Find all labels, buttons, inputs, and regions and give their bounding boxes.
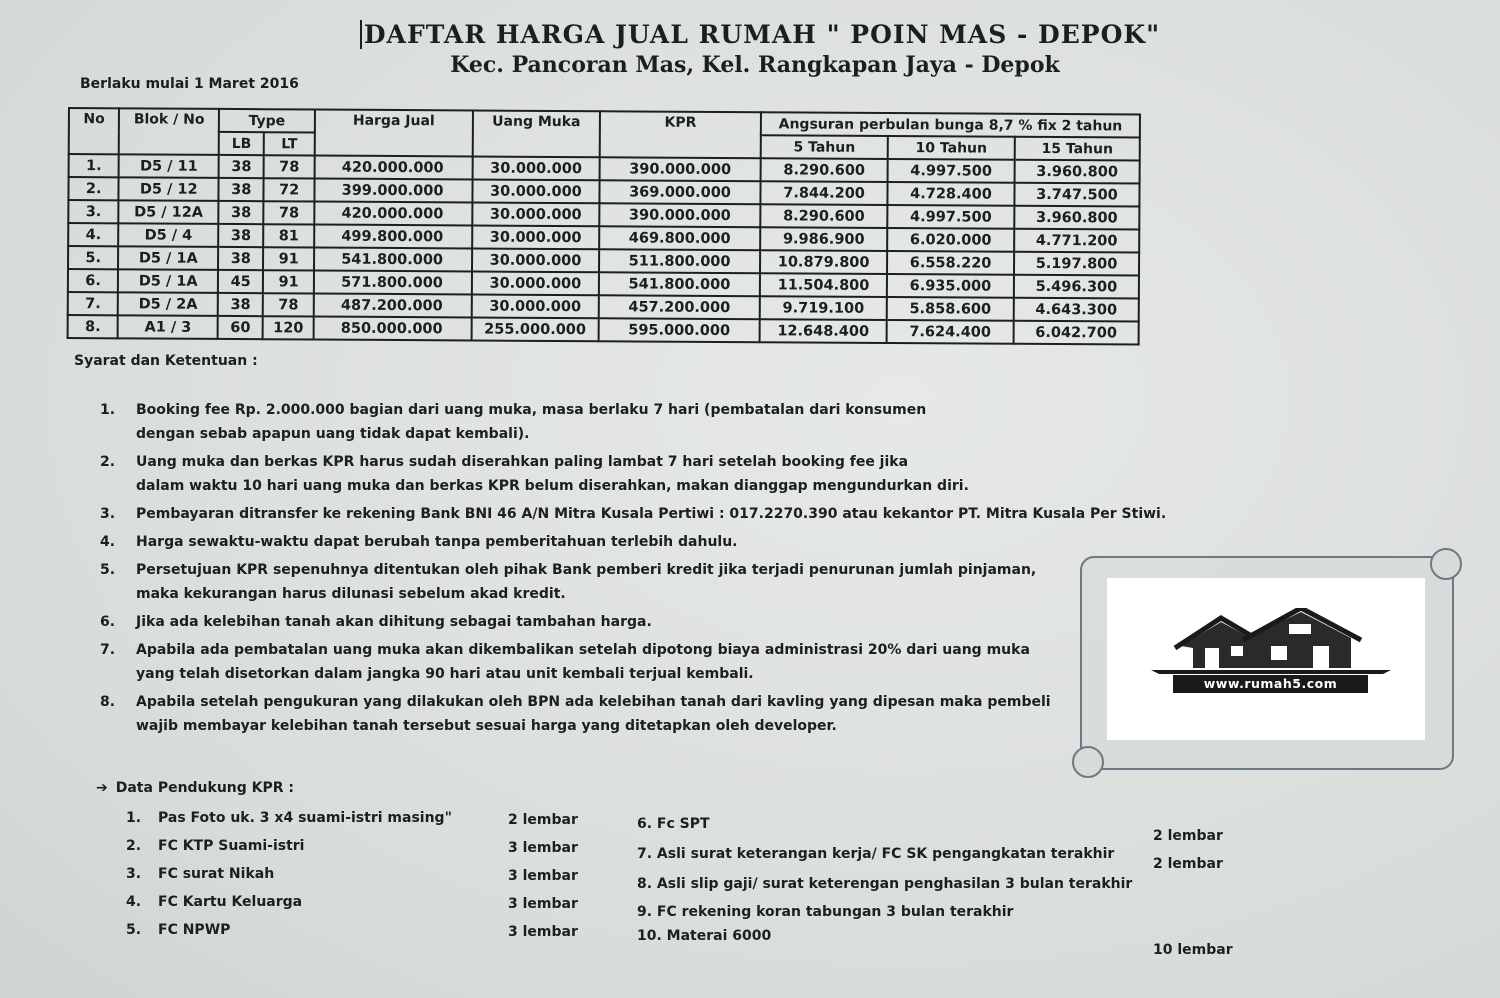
cell-lb: 38: [219, 178, 264, 201]
price-table: [67, 107, 1141, 346]
term-text: Jika ada kelebihan tanah akan dihitung sebagai tambahan harga.: [136, 614, 652, 630]
header-type: Type: [219, 109, 315, 133]
scroll-curl-icon: [1430, 548, 1462, 580]
cell-15-tahun: 4.771.200: [1014, 229, 1139, 253]
pendukung-number: 5.: [126, 922, 142, 938]
cell-10-tahun: 6.020.000: [887, 228, 1014, 252]
pendukung-qty: 3 lembar: [508, 868, 578, 884]
cell-kpr: 511.800.000: [599, 249, 760, 273]
pendukung-label: Pas Foto uk. 3 x4 suami-istri masing": [158, 810, 452, 826]
cell-10-tahun: 6.935.000: [887, 274, 1014, 298]
cell-uang-muka: 30.000.000: [472, 225, 599, 249]
cell-kpr: 390.000.000: [599, 157, 760, 181]
cell-uang-muka: 30.000.000: [472, 294, 599, 318]
cell-lt: 78: [263, 293, 314, 316]
cell-no: 7.: [68, 292, 119, 315]
cell-uang-muka: 30.000.000: [472, 202, 599, 226]
cell-blok: D5 / 12: [119, 177, 219, 201]
term-text: Pembayaran ditransfer ke rekening Bank BNI 46 A/N Mitra Kusala Pertiwi : 017.2270.390 atau kekantor PT. Mitra Kusala Per Stiwi.: [136, 506, 1167, 522]
pendukung-label: FC surat Nikah: [158, 866, 275, 882]
term-text-cont: wajib membayar kelebihan tanah tersebut sesuai harga yang ditetapkan oleh developer.: [136, 718, 837, 734]
term-item: [100, 502, 1180, 526]
term-number: 7.: [100, 642, 116, 658]
pendukung-number: 4.: [126, 894, 142, 910]
pendukung-title: ➔ Data Pendukung KPR :: [96, 780, 295, 796]
cell-15-tahun: 3.960.800: [1015, 160, 1140, 184]
cell-5-tahun: 8.290.600: [761, 158, 888, 182]
pendukung-number: 1.: [126, 810, 142, 826]
cell-lt: 91: [263, 270, 314, 293]
cell-harga: 499.800.000: [314, 225, 472, 249]
term-item: [100, 638, 1180, 686]
cell-harga: 420.000.000: [314, 202, 472, 226]
cell-blok: D5 / 2A: [118, 292, 218, 316]
term-number: 6.: [100, 614, 116, 630]
terms-list: [100, 398, 1180, 742]
header-kpr: KPR: [600, 111, 761, 158]
cell-no: 6.: [68, 269, 119, 292]
cell-10-tahun: 4.728.400: [887, 182, 1014, 206]
term-item: [100, 530, 1180, 554]
cell-lt: 78: [264, 155, 315, 178]
header-10-tahun: 10 Tahun: [888, 136, 1015, 160]
cell-kpr: 457.200.000: [599, 295, 760, 319]
header-no: No: [69, 108, 120, 154]
term-text-cont: maka kekurangan harus dilunasi sebelum akad kredit.: [136, 586, 566, 602]
term-text-cont: dengan sebab apapun uang tidak dapat kembali).: [136, 426, 530, 442]
cell-uang-muka: 30.000.000: [472, 179, 599, 203]
cell-kpr: 390.000.000: [599, 203, 760, 227]
pendukung-label: 6. Fc SPT: [637, 816, 710, 832]
cell-5-tahun: 11.504.800: [760, 273, 887, 297]
cell-5-tahun: 10.879.800: [760, 250, 887, 274]
term-item: [100, 450, 1180, 498]
cell-5-tahun: 9.986.900: [760, 227, 887, 251]
cell-blok: D5 / 1A: [118, 246, 218, 270]
pendukung-qty: 10 lembar: [1153, 942, 1233, 958]
term-item: [100, 398, 1180, 446]
cell-lt: 120: [263, 316, 314, 339]
cell-lb: 38: [218, 247, 263, 270]
cell-15-tahun: 3.960.800: [1014, 206, 1139, 230]
term-item: [100, 558, 1180, 606]
term-text: Uang muka dan berkas KPR harus sudah diserahkan paling lambat 7 hari setelah booking fee jika: [136, 454, 909, 470]
term-item: [100, 690, 1180, 738]
cell-blok: D5 / 4: [119, 223, 219, 247]
term-text: Booking fee Rp. 2.000.000 bagian dari uang muka, masa berlaku 7 hari (pembatalan dari konsumen: [136, 402, 927, 418]
house-logo-icon: [1151, 608, 1391, 678]
cell-uang-muka: 255.000.000: [472, 317, 599, 341]
cell-5-tahun: 7.844.200: [761, 181, 888, 205]
cell-no: 4.: [68, 223, 119, 246]
cell-15-tahun: 4.643.300: [1014, 298, 1139, 322]
cell-10-tahun: 7.624.400: [887, 320, 1014, 344]
header-angsuran: Angsuran perbulan bunga 8,7 % fix 2 tahun: [761, 112, 1140, 137]
cell-no: 8.: [68, 315, 119, 338]
cell-15-tahun: 5.496.300: [1014, 275, 1139, 299]
cell-10-tahun: 4.997.500: [888, 159, 1015, 183]
cell-15-tahun: 5.197.800: [1014, 252, 1139, 276]
syarat-title: Syarat dan Ketentuan :: [74, 353, 258, 369]
cell-kpr: 469.800.000: [599, 226, 760, 250]
header-lb: LB: [219, 132, 264, 155]
cell-uang-muka: 30.000.000: [472, 248, 599, 272]
logo-url: www.rumah5.com: [1173, 675, 1368, 693]
effective-date: Berlaku mulai 1 Maret 2016: [80, 76, 299, 92]
cell-10-tahun: 6.558.220: [887, 251, 1014, 275]
pendukung-label: FC KTP Suami-istri: [158, 838, 305, 854]
term-number: 8.: [100, 694, 116, 710]
cell-lt: 78: [264, 201, 315, 224]
cell-blok: D5 / 12A: [119, 200, 219, 224]
cell-harga: 420.000.000: [314, 156, 472, 180]
cell-lb: 38: [218, 224, 263, 247]
cell-kpr: 369.000.000: [599, 180, 760, 204]
document-subtitle: Kec. Pancoran Mas, Kel. Rangkapan Jaya - Depok: [450, 52, 1060, 78]
cell-lt: 81: [264, 224, 315, 247]
scroll-curl-icon: [1072, 746, 1104, 778]
pendukung-qty: 3 lembar: [508, 840, 578, 856]
cell-uang-muka: 30.000.000: [472, 271, 599, 295]
header-blok: Blok / No: [119, 108, 219, 155]
pendukung-label: 7. Asli surat keterangan kerja/ FC SK pengangkatan terakhir: [637, 846, 1115, 862]
cell-kpr: 541.800.000: [599, 272, 760, 296]
header-lt: LT: [264, 132, 315, 155]
pendukung-label: FC NPWP: [158, 922, 231, 938]
cell-blok: D5 / 1A: [118, 269, 218, 293]
cell-10-tahun: 4.997.500: [887, 205, 1014, 229]
cell-lt: 72: [264, 178, 315, 201]
cell-lb: 38: [219, 155, 264, 178]
term-text: Persetujuan KPR sepenuhnya ditentukan oleh pihak Bank pemberi kredit jika terjadi penurunan jumlah pinjaman,: [136, 562, 1037, 578]
cell-5-tahun: 8.290.600: [760, 204, 887, 228]
cell-10-tahun: 5.858.600: [887, 297, 1014, 321]
cell-lb: 38: [218, 201, 263, 224]
term-item: [100, 610, 1180, 634]
pendukung-qty: 2 lembar: [1153, 856, 1223, 872]
cell-harga: 399.000.000: [314, 179, 472, 203]
term-number: 2.: [100, 454, 116, 470]
pendukung-label: 10. Materai 6000: [637, 928, 772, 944]
header-uang-muka: Uang Muka: [473, 110, 600, 157]
pendukung-number: 2.: [126, 838, 142, 854]
cell-blok: A1 / 3: [118, 315, 218, 339]
cell-lt: 91: [263, 247, 314, 270]
cell-15-tahun: 3.747.500: [1014, 183, 1139, 207]
cell-harga: 850.000.000: [313, 317, 471, 341]
term-text: Apabila setelah pengukuran yang dilakukan oleh BPN ada kelebihan tanah dari kavling yang dipesan maka pembeli: [136, 694, 1051, 710]
cell-harga: 541.800.000: [314, 248, 472, 272]
pendukung-label: FC Kartu Keluarga: [158, 894, 303, 910]
header-15-tahun: 15 Tahun: [1015, 137, 1140, 161]
pendukung-number: 3.: [126, 866, 142, 882]
document-title: DAFTAR HARGA JUAL RUMAH " POIN MAS - DEPOK": [0, 20, 1500, 49]
term-text-cont: dalam waktu 10 hari uang muka dan berkas KPR belum diserahkan, makan dianggap mengundurkan diri.: [136, 478, 969, 494]
term-text: Apabila ada pembatalan uang muka akan dikembalikan setelah dipotong biaya administrasi 20% dari uang muka: [136, 642, 1030, 658]
cell-5-tahun: 12.648.400: [760, 319, 887, 343]
pendukung-label: 8. Asli slip gaji/ surat keterengan penghasilan 3 bulan terakhir: [637, 876, 1133, 892]
cell-uang-muka: 30.000.000: [473, 156, 600, 180]
term-text-cont: yang telah disetorkan dalam jangka 90 hari atau unit kembali terjual kembali.: [136, 666, 754, 682]
term-text: Harga sewaktu-waktu dapat berubah tanpa pemberitahuan terlebih dahulu.: [136, 534, 738, 550]
rumah5-logo: [1107, 578, 1425, 740]
cell-15-tahun: 6.042.700: [1014, 321, 1139, 345]
cell-5-tahun: 9.719.100: [760, 296, 887, 320]
cell-no: 5.: [68, 246, 119, 269]
cell-kpr: 595.000.000: [599, 318, 760, 342]
cell-harga: 571.800.000: [314, 271, 472, 295]
pendukung-label: 9. FC rekening koran tabungan 3 bulan terakhir: [637, 904, 1014, 920]
arrow-right-icon: ➔: [96, 780, 108, 796]
header-5-tahun: 5 Tahun: [761, 135, 888, 159]
pendukung-qty: 3 lembar: [508, 896, 578, 912]
cell-lb: 38: [218, 293, 263, 316]
term-number: 3.: [100, 506, 116, 522]
cell-harga: 487.200.000: [314, 294, 472, 318]
term-number: 5.: [100, 562, 116, 578]
cell-no: 3.: [68, 200, 119, 223]
cell-no: 2.: [68, 177, 119, 200]
cell-lb: 45: [218, 270, 263, 293]
cell-no: 1.: [69, 154, 120, 177]
header-harga: Harga Jual: [315, 110, 473, 157]
pendukung-qty: 3 lembar: [508, 924, 578, 940]
term-number: 1.: [100, 402, 116, 418]
cell-blok: D5 / 11: [119, 154, 219, 178]
pendukung-qty: 2 lembar: [508, 812, 578, 828]
term-number: 4.: [100, 534, 116, 550]
pendukung-qty: 2 lembar: [1153, 828, 1223, 844]
cell-lb: 60: [218, 316, 263, 339]
